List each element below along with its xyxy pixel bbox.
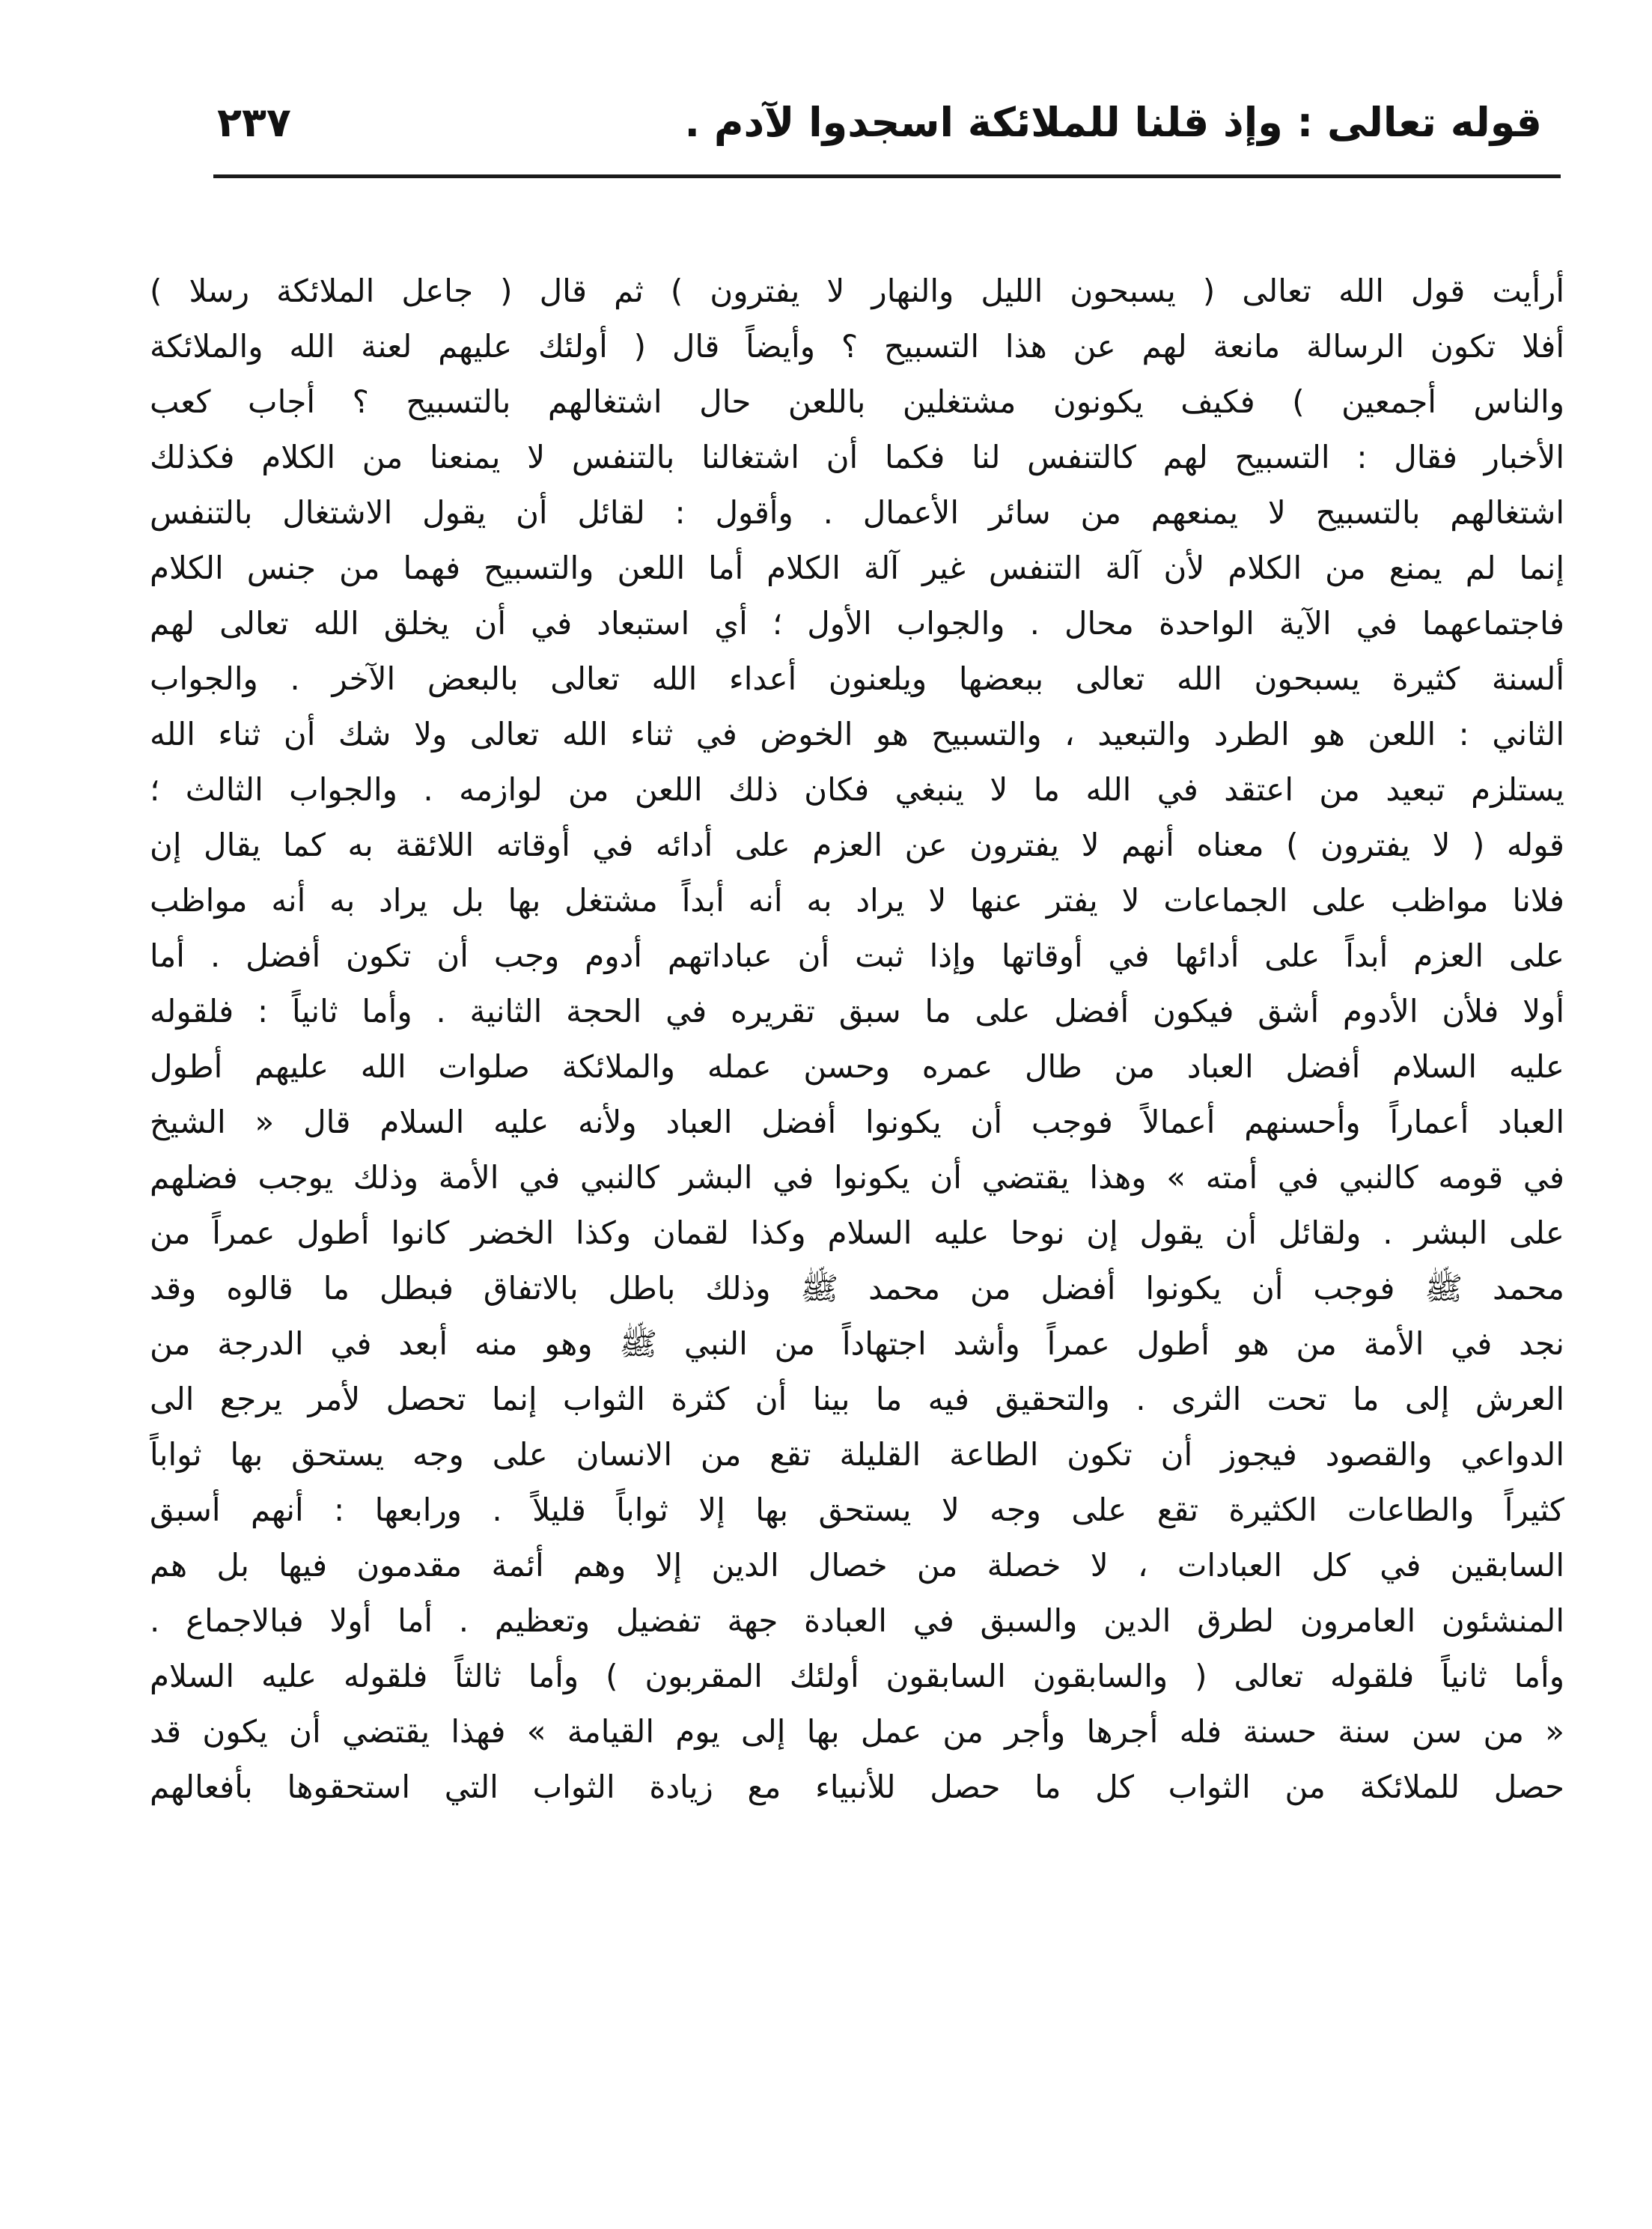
text-line: العرش إلى ما تحت الثرى . والتحقيق فيه ما بينا أن كثرة الثواب إنما تحصل لأمر يرجع الى	[150, 1381, 1564, 1417]
running-header	[217, 88, 1542, 156]
text-line: ألسنة كثيرة يسبحون الله تعالى ببعضها ويلعنون أعداء الله تعالى بالبعض الآخر . والجواب	[150, 660, 1564, 697]
text-line: على العزم أبداً على أدائها في أوقاتها وإذا ثبت أن عباداتهم أدوم وجب أن تكون أفضل . أما	[150, 937, 1564, 974]
body-text	[150, 264, 1564, 2150]
text-line: السابقين في كل العبادات ، لا خصلة من خصال الدين إلا وهم أئمة مقدمون فيها بل هم	[150, 1547, 1564, 1584]
page-number: ٢٣٧	[217, 98, 291, 146]
text-line: على البشر . ولقائل أن يقول إن نوحا عليه السلام وكذا لقمان وكذا الخضر كانوا أطول عمراً من	[150, 1214, 1564, 1251]
text-line: فلانا مواظب على الجماعات لا يفتر عنها لا يراد به أنه أبداً مشتغل بها بل يراد به أنه مواظب	[150, 882, 1564, 919]
text-line: وأما ثانياً فلقوله تعالى ( والسابقون السابقون أولئك المقربون ) وأما ثالثاً فلقوله عليه السلام	[150, 1658, 1564, 1694]
text-line: قوله ( لا يفترون ) معناه أنهم لا يفترون عن العزم على أدائه في أوقاته اللائقة به كما يقال إن	[150, 827, 1564, 863]
text-line: « من سن سنة حسنة فله أجرها وأجر من عمل بها إلى يوم القيامة » فهذا يقتضي أن يكون قد	[150, 1713, 1564, 1750]
text-line: يستلزم تبعيد من اعتقد في الله ما لا ينبغي فكان ذلك اللعن من لوازمه . والجواب الثالث ؛	[150, 771, 1564, 808]
text-line: والناس أجمعين ) فكيف يكونون مشتغلين باللعن حال اشتغالهم بالتسبيح ؟ أجاب كعب	[150, 383, 1564, 420]
text-line: إنما لم يمنع من الكلام لأن آلة التنفس غير آلة الكلام أما اللعن والتسبيح فهما من جنس الكلام	[150, 550, 1564, 586]
text-line: كثيراً والطاعات الكثيرة تقع على وجه لا يستحق بها إلا ثواباً قليلاً . ورابعها : أنهم أسبق	[150, 1491, 1564, 1528]
text-line: المنشئون العامرون لطرق الدين والسبق في العبادة جهة تفضيل وتعظيم . أما أولا فبالاجماع .	[150, 1602, 1564, 1639]
text-line: أرأيت قول الله تعالى ( يسبحون الليل والنهار لا يفترون ) ثم قال ( جاعل الملائكة رسلا )	[150, 273, 1564, 309]
text-line: حصل للملائكة من الثواب كل ما حصل للأنبياء مع زيادة الثواب التي استحقوها بأفعالهم	[150, 1769, 1564, 1805]
text-line: في قومه كالنبي في أمته » وهذا يقتضي أن يكونوا في البشر كالنبي في الأمة وذلك يوجب فضلهم	[150, 1159, 1564, 1196]
running-title: قوله تعالى : وإذ قلنا للملائكة اسجدوا لآدم .	[684, 98, 1542, 146]
text-line: محمد ﷺ فوجب أن يكونوا أفضل من محمد ﷺ وذلك باطل بالاتفاق فبطل ما قالوه وقد	[150, 1270, 1564, 1307]
text-line: العباد أعماراً وأحسنهم أعمالاً فوجب أن يكونوا أفضل العباد ولأنه عليه السلام قال « الشيخ	[150, 1104, 1564, 1140]
text-line: الأخبار فقال : التسبيح لهم كالتنفس لنا فكما أن اشتغالنا بالتنفس لا يمنعنا من الكلام فكذلك	[150, 439, 1564, 475]
text-line: اشتغالهم بالتسبيح لا يمنعهم من سائر الأعمال . وأقول : لقائل أن يقول الاشتغال بالتنفس	[150, 494, 1564, 531]
text-line: أفلا تكون الرسالة مانعة لهم عن هذا التسبيح ؟ وأيضاً قال ( أولئك عليهم لعنة الله والملائكة	[150, 328, 1564, 365]
header-rule	[213, 174, 1561, 178]
text-line: أولا فلأن الأدوم أشق فيكون أفضل على ما سبق تقريره في الحجة الثانية . وأما ثانياً : فلقوله	[150, 993, 1564, 1030]
text-line: الثاني : اللعن هو الطرد والتبعيد ، والتسبيح هو الخوض في ثناء الله تعالى ولا شك أن ثناء الله	[150, 716, 1564, 752]
text-line: عليه السلام أفضل العباد من طال عمره وحسن عمله والملائكة صلوات الله عليهم أطول	[150, 1048, 1564, 1085]
text-line: نجد في الأمة من هو أطول عمراً وأشد اجتهاداً من النبي ﷺ وهو منه أبعد في الدرجة من	[150, 1325, 1564, 1362]
text-line: فاجتماعهما في الآية الواحدة محال . والجواب الأول ؛ أي استبعاد في أن يخلق الله تعالى لهم	[150, 605, 1564, 642]
text-line: الدواعي والقصود فيجوز أن تكون الطاعة القليلة تقع من الانسان على وجه يستحق بها ثواباً	[150, 1436, 1564, 1473]
